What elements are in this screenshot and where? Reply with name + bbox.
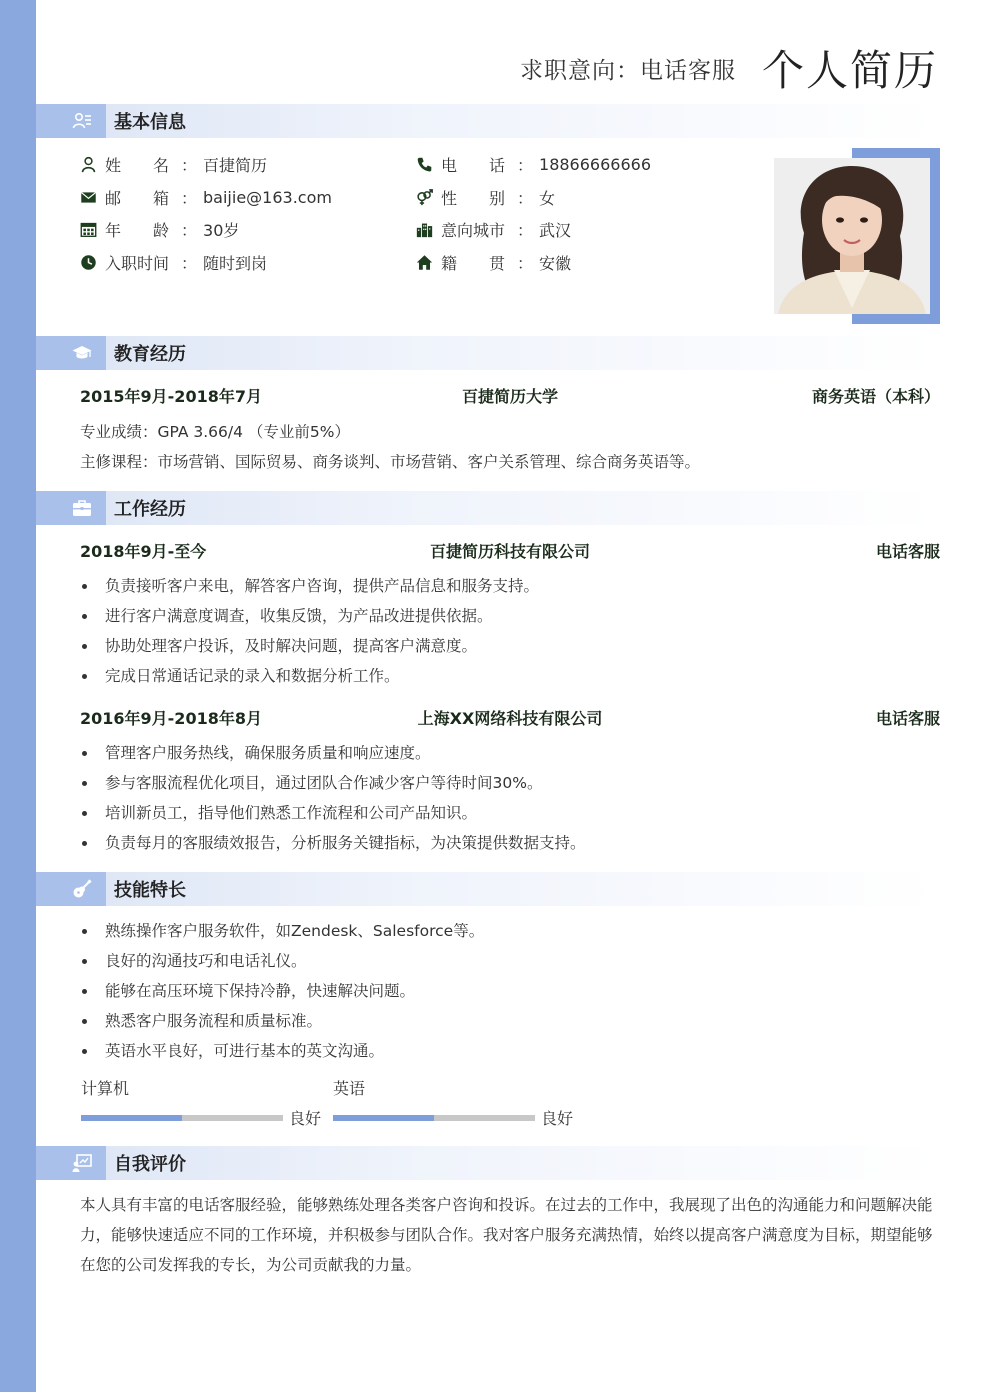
section-title: 自我评价 <box>114 1154 186 1175</box>
skill-bar-fill <box>81 1115 182 1121</box>
gender-icon <box>416 189 433 206</box>
portrait-photo <box>774 158 930 314</box>
list-item: 负责每月的客服绩效报告，分析服务关键指标，为决策提供数据支持。 <box>80 828 940 858</box>
work-company: 百捷简历科技有限公司 <box>429 542 590 561</box>
list-item: 培训新员工，指导他们熟悉工作流程和公司产品知识。 <box>80 798 940 828</box>
graduation-cap-icon <box>72 343 92 363</box>
section-tab <box>36 491 106 525</box>
skill-level-english: 良好 <box>541 1109 574 1128</box>
education-period: 2015年9月-2018年7月 <box>80 387 262 406</box>
section-title: 工作经历 <box>114 499 186 520</box>
presentation-icon <box>72 1153 92 1173</box>
briefcase-icon <box>72 498 92 518</box>
list-item: 熟练操作客户服务软件，如Zendesk、Salesforce等。 <box>80 916 940 946</box>
list-item: 参与客服流程优化项目，通过团队合作减少客户等待时间30%。 <box>80 768 940 798</box>
section-basic-info <box>36 104 938 138</box>
list-item: 能够在高压环境下保持冷静，快速解决问题。 <box>80 976 940 1006</box>
section-self-eval <box>36 1146 938 1180</box>
work-period: 2018年9月-至今 <box>80 542 207 561</box>
city-value: 武汉 <box>539 220 572 240</box>
list-item: 英语水平良好，可进行基本的英文沟通。 <box>80 1036 940 1066</box>
envelope-icon <box>80 189 97 206</box>
resume-title: 个人简历 <box>761 46 938 95</box>
section-education <box>36 336 938 370</box>
education-school: 百捷简历大学 <box>461 387 558 406</box>
work-period: 2016年9月-2018年8月 <box>80 709 262 728</box>
self-evaluation-text: 本人具有丰富的电话客服经验，能够熟练处理各类客户咨询和投诉。在过去的工作中，我展现了出色的沟通能力和问题解决能力，能够快速适应不同的工作环境，并积极参与团队合作。我对客户服务充满热情，始终以提高客户满意度为目标，期望能够在您的公司发挥我的专长，为公司贡献我的力量。 <box>80 1196 933 1274</box>
skill-bar-english <box>333 1115 535 1121</box>
section-title: 基本信息 <box>114 112 186 133</box>
section-work <box>36 491 938 525</box>
clock-icon <box>80 254 97 271</box>
list-item: 负责接听客户来电，解答客户咨询，提供产品信息和服务支持。 <box>80 571 940 601</box>
user-card-icon <box>72 111 92 131</box>
info-phone: 电 话 ： 18866666666 <box>416 151 651 177</box>
list-item: 完成日常通话记录的录入和数据分析工作。 <box>80 661 940 691</box>
skill-bar-fill <box>333 1115 434 1121</box>
education-row <box>80 384 940 410</box>
work-row-2 <box>80 706 940 732</box>
education-major: 商务英语（本科） <box>811 387 940 406</box>
phone-value: 18866666666 <box>539 154 651 174</box>
skill-level-computer: 良好 <box>289 1109 322 1128</box>
calendar-icon <box>80 221 97 238</box>
guitar-icon <box>72 879 92 899</box>
gender-value: 女 <box>539 188 556 208</box>
job-intent: 求职意向：电话客服 <box>519 57 736 84</box>
age-value: 30岁 <box>203 220 240 240</box>
skills-list <box>80 916 940 1066</box>
section-skills <box>36 872 938 906</box>
skill-name-computer: 计算机 <box>81 1079 130 1098</box>
info-age: 年 龄 ： 30岁 <box>80 216 239 242</box>
info-gender: 性 别 ： 女 <box>416 184 555 210</box>
info-city: 意向城市 ： 武汉 <box>416 216 571 242</box>
list-item: 进行客户满意度调查，收集反馈，为产品改进提供依据。 <box>80 601 940 631</box>
skill-bar-computer <box>81 1115 283 1121</box>
name-value: 百捷简历 <box>203 155 268 175</box>
info-email: 邮 箱 ： baijie@163.com <box>80 184 332 210</box>
resume-header <box>520 38 938 98</box>
work-role: 电话客服 <box>875 709 940 728</box>
skill-name-english: 英语 <box>333 1079 366 1098</box>
work-duties-2 <box>80 738 940 858</box>
list-item: 协助处理客户投诉，及时解决问题，提高客户满意度。 <box>80 631 940 661</box>
section-tab <box>36 1146 106 1180</box>
home-icon <box>416 254 433 271</box>
portrait-illustration <box>774 158 930 314</box>
work-row-1 <box>80 539 940 565</box>
education-gpa: 专业成绩：GPA 3.66/4 （专业前5%） <box>80 423 351 441</box>
buildings-icon <box>416 221 433 238</box>
list-item: 良好的沟通技巧和电话礼仪。 <box>80 946 940 976</box>
info-start-date: 入职时间 ： 随时到岗 <box>80 249 267 275</box>
section-tab <box>36 872 106 906</box>
start-value: 随时到岗 <box>203 253 268 273</box>
work-company: 上海XX网络科技有限公司 <box>417 709 603 728</box>
list-item: 熟悉客户服务流程和质量标准。 <box>80 1006 940 1036</box>
phone-icon <box>416 156 433 173</box>
section-tab <box>36 104 106 138</box>
left-sidebar-stripe <box>0 0 36 1392</box>
section-tab <box>36 336 106 370</box>
email-value: baijie@163.com <box>203 187 332 207</box>
education-courses: 主修课程：市场营销、国际贸易、商务谈判、市场营销、客户关系管理、综合商务英语等。 <box>80 453 701 471</box>
section-title: 技能特长 <box>114 880 186 901</box>
work-role: 电话客服 <box>875 542 940 561</box>
info-name: 姓 名 ： 百捷简历 <box>80 151 267 177</box>
section-title: 教育经历 <box>114 344 186 365</box>
native-value: 安徽 <box>539 253 572 273</box>
info-native-place: 籍 贯 ： 安徽 <box>416 249 571 275</box>
list-item: 管理客户服务热线，确保服务质量和响应速度。 <box>80 738 940 768</box>
work-duties-1 <box>80 571 940 691</box>
person-icon <box>80 156 97 173</box>
